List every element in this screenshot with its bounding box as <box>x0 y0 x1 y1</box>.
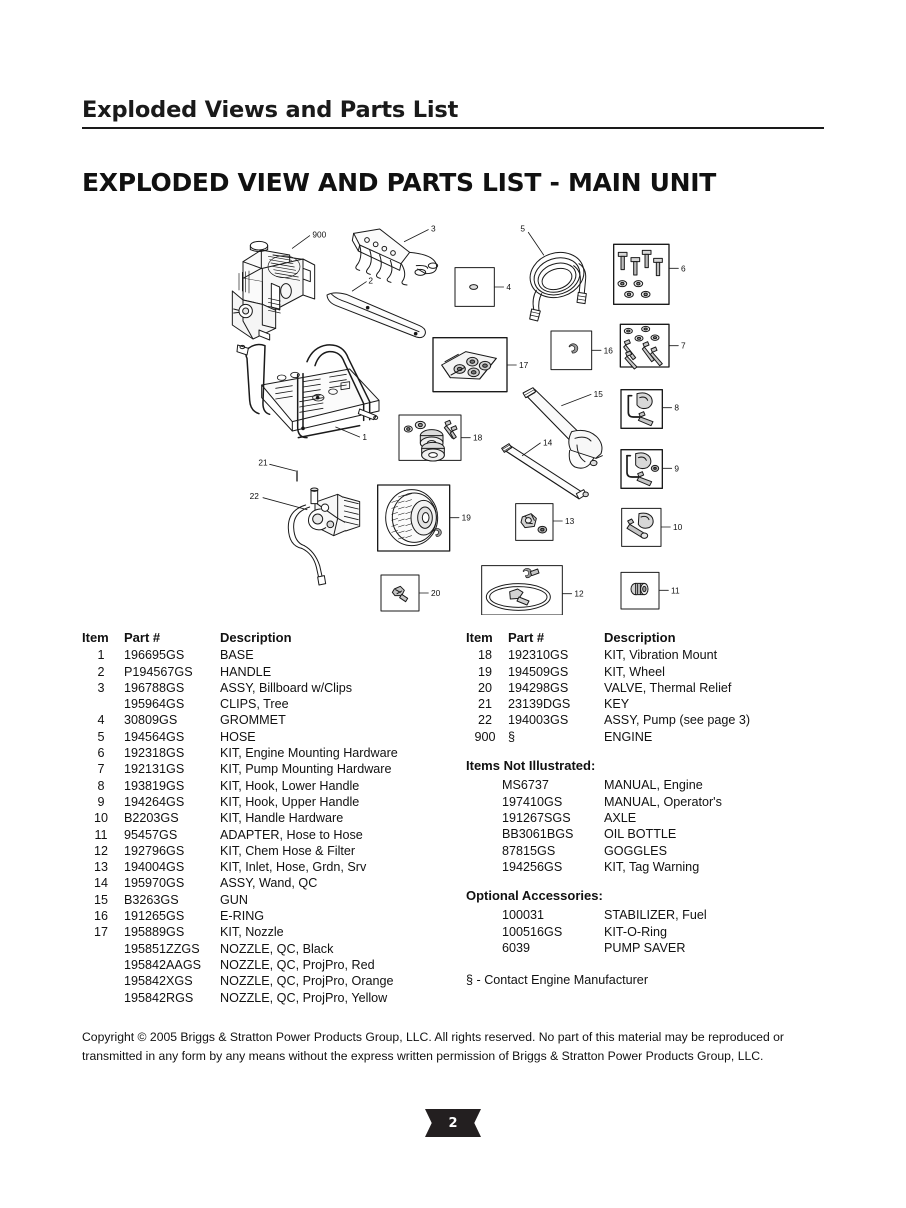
cell-item <box>82 973 124 989</box>
cell-part: 195842XGS <box>124 974 193 989</box>
callout-20: 20 <box>431 588 441 598</box>
cell-part: 191265GS <box>124 909 185 924</box>
parts-table-right-body <box>466 647 846 745</box>
table-row <box>82 859 452 875</box>
cell-part: 194564GS <box>124 729 185 744</box>
cell-description: ASSY, Billboard w/Clips <box>220 680 353 695</box>
callout-17: 17 <box>519 360 529 370</box>
cell-description: KIT, Engine Mounting Hardware <box>220 746 398 761</box>
list-item <box>466 924 846 940</box>
hose-graphic <box>524 246 590 321</box>
cell-description: KIT, Tag Warning <box>604 859 700 874</box>
callout-6: 6 <box>681 263 686 274</box>
table-row <box>466 647 846 663</box>
parts-table-left <box>82 630 452 1006</box>
cell-description: GOGGLES <box>604 843 667 858</box>
table-row <box>82 957 452 973</box>
callout-7: 7 <box>681 340 686 351</box>
engine-mounting-hardware-box <box>614 244 669 304</box>
col-header-item: Item <box>466 630 493 645</box>
cell-part: 196695GS <box>124 648 185 663</box>
cell-description: GROMMET <box>220 713 286 728</box>
callout-9: 9 <box>674 463 679 474</box>
cell-description: CLIPS, Tree <box>220 697 289 712</box>
cell-part: 30809GS <box>124 713 178 728</box>
cell-description: MANUAL, Engine <box>604 778 703 793</box>
cell-part: 194298GS <box>508 680 569 695</box>
cell-part: P194567GS <box>124 664 193 679</box>
cell-part: 6039 <box>502 941 531 956</box>
table-row <box>82 729 452 745</box>
cell-item: 17 <box>93 925 108 940</box>
table-row <box>466 712 846 728</box>
parts-list-left <box>82 630 452 1006</box>
cell-part: 194003GS <box>508 713 569 728</box>
cell-description: VALVE, Thermal Relief <box>604 680 732 695</box>
cell-description: KIT, Hook, Upper Handle <box>220 794 360 809</box>
cell-part: 100031 <box>502 908 545 923</box>
cell-description: ENGINE <box>604 729 653 744</box>
cell-item <box>82 696 124 712</box>
cell-part: 196788GS <box>124 680 185 695</box>
table-row <box>82 647 452 663</box>
cell-description: NOZZLE, QC, ProjPro, Orange <box>220 974 394 989</box>
callout-16: 16 <box>603 345 613 356</box>
table-row <box>82 794 452 810</box>
table-row <box>466 680 846 696</box>
cell-part: 95457GS <box>124 827 178 842</box>
cell-description: KIT, Pump Mounting Hardware <box>220 762 392 777</box>
table-row <box>82 664 452 680</box>
cell-item: 900 <box>474 729 496 744</box>
wheel-box <box>378 485 450 551</box>
engine-graphic <box>232 241 314 340</box>
table-row <box>82 941 452 957</box>
cell-item: 2 <box>97 664 105 679</box>
col-header-item: Item <box>82 630 109 645</box>
exploded-view-diagram <box>200 215 716 615</box>
list-item <box>466 826 846 842</box>
cell-part: B2203GS <box>124 811 179 826</box>
exploded-view-illustration <box>200 215 716 615</box>
cell-part: 195842RGS <box>124 990 194 1005</box>
table-header-row <box>466 630 846 647</box>
cell-description: KIT, Nozzle <box>220 925 284 940</box>
pump-assembly-graphic <box>288 488 359 585</box>
cell-item <box>82 941 124 957</box>
cell-description: ASSY, Pump (see page 3) <box>604 713 751 728</box>
items-not-illustrated-table <box>466 777 846 875</box>
list-item <box>466 810 846 826</box>
cell-description: HOSE <box>220 729 256 744</box>
cell-part: 100516GS <box>502 924 563 939</box>
cell-item: 5 <box>97 729 105 744</box>
cell-description: AXLE <box>604 810 637 825</box>
table-row <box>82 827 452 843</box>
handle-graphic <box>327 293 425 338</box>
cell-description: BASE <box>220 648 254 663</box>
page-number-badge <box>425 1109 481 1137</box>
col-header-part: Part # <box>124 630 161 645</box>
table-row <box>82 696 452 712</box>
cell-item: 1 <box>97 648 105 663</box>
cell-part: 192310GS <box>508 648 569 663</box>
table-row <box>82 761 452 777</box>
cell-part: 195970GS <box>124 876 185 891</box>
cell-item: 4 <box>97 713 105 728</box>
callout-21: 21 <box>258 457 268 468</box>
cell-item: 21 <box>477 697 492 712</box>
table-row <box>82 680 452 696</box>
cell-item: 22 <box>477 713 492 728</box>
callout-8: 8 <box>674 402 679 413</box>
header-rule <box>82 127 824 129</box>
vibration-mount-box <box>399 415 461 461</box>
parts-list-right <box>466 630 846 989</box>
cell-item: 9 <box>97 794 105 809</box>
callout-14: 14 <box>543 437 553 448</box>
cell-part: 194256GS <box>502 859 563 874</box>
engine-manufacturer-footnote: § - Contact Engine Manufacturer <box>466 973 649 988</box>
running-head: Exploded Views and Parts List <box>82 97 459 123</box>
cell-part: B3263GS <box>124 892 179 907</box>
cell-part: BB3061BGS <box>502 827 574 842</box>
handle-hardware-box <box>622 508 661 546</box>
list-item <box>466 777 846 793</box>
cell-part: 195889GS <box>124 925 185 940</box>
cell-description: OIL BOTTLE <box>604 827 677 842</box>
cell-part: MS6737 <box>502 778 549 793</box>
callout-15: 15 <box>593 389 603 399</box>
cell-description: HANDLE <box>220 664 272 679</box>
cell-description: KEY <box>604 697 630 712</box>
cell-spacer <box>466 907 502 923</box>
cell-description: ADAPTER, Hose to Hose <box>220 827 363 842</box>
cell-spacer <box>466 777 502 793</box>
grommet-box <box>455 268 494 307</box>
cell-description: PUMP SAVER <box>604 941 686 956</box>
callout-13: 13 <box>565 516 575 526</box>
table-row <box>82 810 452 826</box>
cell-item: 10 <box>93 811 108 826</box>
cell-item: 12 <box>93 843 108 858</box>
table-row <box>82 990 452 1006</box>
thermal-relief-valve-box <box>381 575 419 611</box>
cell-spacer <box>466 843 502 859</box>
list-item <box>466 940 846 956</box>
cell-part: 191267SGS <box>502 810 571 825</box>
cell-description: NOZZLE, QC, ProjPro, Red <box>220 957 375 972</box>
optional-accessories-heading: Optional Accessories: <box>466 888 603 904</box>
cell-part: 192796GS <box>124 843 185 858</box>
cell-item: 13 <box>93 860 108 875</box>
cell-item: 3 <box>97 680 105 695</box>
page-title: EXPLODED VIEW AND PARTS LIST - MAIN UNIT <box>82 168 717 197</box>
cell-item: 11 <box>94 827 108 842</box>
adapter-box <box>621 572 659 609</box>
col-header-part: Part # <box>508 630 545 645</box>
cell-description: GUN <box>220 892 248 907</box>
callout-900: 900 <box>312 229 327 240</box>
cell-part: 194004GS <box>124 860 185 875</box>
cell-spacer <box>466 794 502 810</box>
cell-description: KIT, Handle Hardware <box>220 811 344 826</box>
cell-part: 192318GS <box>124 746 185 761</box>
hook-upper-handle-box <box>621 450 662 489</box>
cell-part: 194264GS <box>124 794 185 809</box>
cell-spacer <box>466 810 502 826</box>
gun-graphic <box>523 388 602 469</box>
cell-description: NOZZLE, QC, Black <box>220 941 334 956</box>
chem-hose-filter-box <box>482 566 563 615</box>
table-row <box>466 729 846 745</box>
callout-4: 4 <box>506 282 511 292</box>
page-header <box>82 98 824 129</box>
cell-item: 8 <box>97 778 105 793</box>
inlet-hose-box <box>516 504 553 541</box>
table-row <box>82 908 452 924</box>
cell-part: 87815GS <box>502 843 556 858</box>
cell-part: 195851ZZGS <box>124 941 200 956</box>
list-item <box>466 859 846 875</box>
cell-item: 7 <box>97 762 105 777</box>
cell-item: 19 <box>477 664 492 679</box>
nozzle-kit-box <box>433 338 507 392</box>
cell-item: 14 <box>93 876 108 891</box>
callout-12: 12 <box>574 588 584 599</box>
col-header-description: Description <box>220 630 292 645</box>
cell-part: 23139DGS <box>508 697 571 712</box>
table-row <box>82 778 452 794</box>
cell-description: ASSY, Wand, QC <box>220 876 318 891</box>
cell-spacer <box>466 859 502 875</box>
cell-part: 192131GS <box>124 762 185 777</box>
cell-description: NOZZLE, QC, ProjPro, Yellow <box>220 990 388 1005</box>
cell-item: 6 <box>97 746 105 761</box>
parts-table-left-body <box>82 647 452 1006</box>
list-item <box>466 794 846 810</box>
cell-description: MANUAL, Operator's <box>604 794 722 809</box>
cell-part: 194509GS <box>508 664 569 679</box>
callout-18: 18 <box>473 432 483 443</box>
callout-22: 22 <box>249 491 259 501</box>
table-row <box>82 875 452 891</box>
pump-mounting-hardware-box <box>620 324 669 369</box>
callout-1: 1 <box>362 432 367 442</box>
cell-item: 16 <box>93 909 108 924</box>
cell-description: STABILIZER, Fuel <box>604 908 707 923</box>
hook-lower-handle-box <box>621 390 662 429</box>
cell-description: E-RING <box>220 909 265 924</box>
callout-2: 2 <box>368 275 373 286</box>
col-header-description: Description <box>604 630 676 645</box>
callout-11: 11 <box>671 585 680 596</box>
cell-description: KIT, Vibration Mount <box>604 648 718 663</box>
optional-accessories-table <box>466 907 846 956</box>
items-not-illustrated-heading: Items Not Illustrated: <box>466 758 596 774</box>
callout-10: 10 <box>673 522 683 532</box>
list-item <box>466 843 846 859</box>
callout-5: 5 <box>520 223 525 234</box>
cell-part: 193819GS <box>124 778 185 793</box>
cell-item: 20 <box>477 680 492 695</box>
table-row <box>466 696 846 712</box>
cell-part: 195964GS <box>124 697 185 712</box>
cell-item: 15 <box>93 892 108 907</box>
table-row <box>82 973 452 989</box>
base-frame-graphic <box>237 344 379 437</box>
cell-part: 197410GS <box>502 794 563 809</box>
cell-description: KIT, Inlet, Hose, Grdn, Srv <box>220 860 367 875</box>
cell-item <box>82 957 124 973</box>
cell-description: KIT, Hook, Lower Handle <box>220 778 360 793</box>
page-number: 2 <box>448 1115 458 1131</box>
list-item <box>466 907 846 923</box>
cell-description: KIT, Chem Hose & Filter <box>220 843 356 858</box>
table-header-row <box>82 630 452 647</box>
callout-3: 3 <box>431 223 436 234</box>
table-row <box>466 664 846 680</box>
callout-19: 19 <box>461 512 471 523</box>
cell-description: KIT, Wheel <box>604 664 665 679</box>
cell-part: § <box>508 729 516 744</box>
copyright-notice: Copyright © 2005 Briggs & Stratton Power Products Group, LLC. All rights reserved. No part of this material may be reproduced or transmitted in any form by any means without the express written permission of Briggs & Stratton Power Products Group, LLC. <box>82 1030 784 1063</box>
cell-spacer <box>466 826 502 842</box>
parts-table-right <box>466 630 846 745</box>
cell-item: 18 <box>477 648 492 663</box>
billboard-graphic <box>352 229 437 285</box>
cell-spacer <box>466 924 502 940</box>
cell-description: KIT-O-Ring <box>604 924 667 939</box>
cell-spacer <box>466 940 502 956</box>
cell-item <box>82 990 124 1006</box>
table-row <box>82 712 452 728</box>
table-row <box>82 892 452 908</box>
table-row <box>82 843 452 859</box>
table-row <box>82 745 452 761</box>
cell-part: 195842AAGS <box>124 957 202 972</box>
e-ring-box <box>551 331 592 370</box>
table-row <box>82 924 452 940</box>
